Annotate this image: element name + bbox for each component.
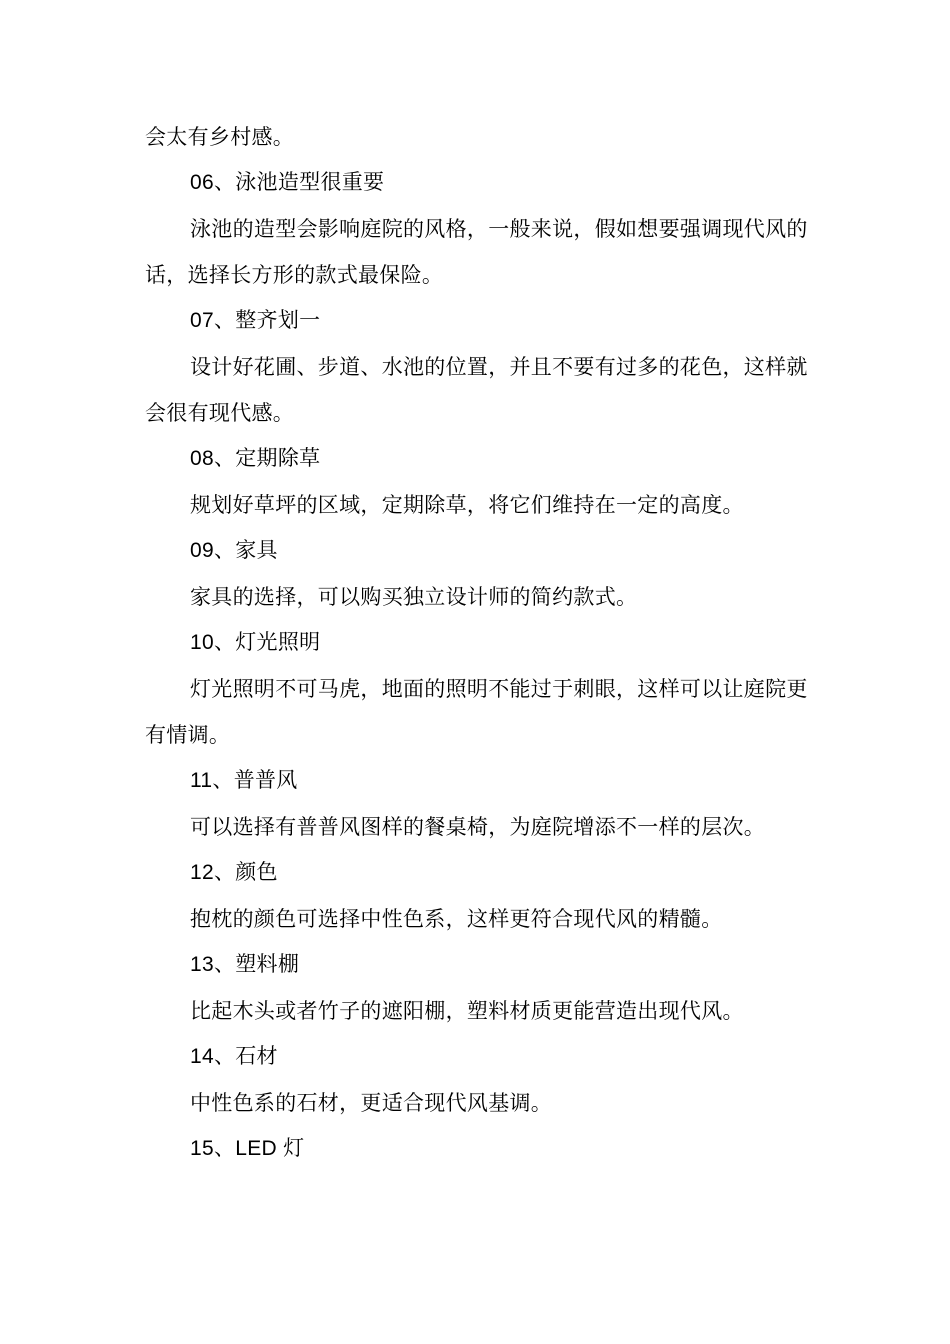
paragraph-14: 中性色系的石材，更适合现代风基调。 <box>190 1091 553 1115</box>
paragraph-09: 家具的选择，可以购买独立设计师的简约款式。 <box>190 585 638 609</box>
section-heading-13: 13、塑料棚 <box>190 953 300 976</box>
paragraph-10: 灯光照明不可马虎，地面的照明不能过于刺眼，这样可以让庭院更有情调。 <box>145 677 808 747</box>
paragraph-07: 设计好花圃、步道、水池的位置，并且不要有过多的花色，这样就会很有现代感。 <box>145 355 808 425</box>
section-heading-15: 15、LED 灯 <box>190 1137 305 1160</box>
paragraph-06: 泳池的造型会影响庭院的风格，一般来说，假如想要强调现代风的话，选择长方形的款式最保险。 <box>145 217 808 287</box>
section-heading-06: 06、泳池造型很重要 <box>190 171 385 194</box>
section-heading-10: 10、灯光照明 <box>190 631 321 654</box>
section-heading-14: 14、石材 <box>190 1045 278 1068</box>
paragraph-continued: 会太有乡村感。 <box>145 125 295 149</box>
paragraph-13: 比起木头或者竹子的遮阳棚，塑料材质更能营造出现代风。 <box>190 999 744 1023</box>
section-heading-11: 11、普普风 <box>190 769 298 792</box>
paragraph-12: 抱枕的颜色可选择中性色系，这样更符合现代风的精髓。 <box>190 907 723 931</box>
section-heading-07: 07、整齐划一 <box>190 309 321 332</box>
document-body <box>145 114 810 1172</box>
paragraph-08: 规划好草坪的区域，定期除草，将它们维持在一定的高度。 <box>190 493 744 517</box>
paragraph-11: 可以选择有普普风图样的餐桌椅，为庭院增添不一样的层次。 <box>190 815 766 839</box>
section-heading-12: 12、颜色 <box>190 861 278 884</box>
section-heading-09: 09、家具 <box>190 539 278 562</box>
section-heading-08: 08、定期除草 <box>190 447 321 470</box>
